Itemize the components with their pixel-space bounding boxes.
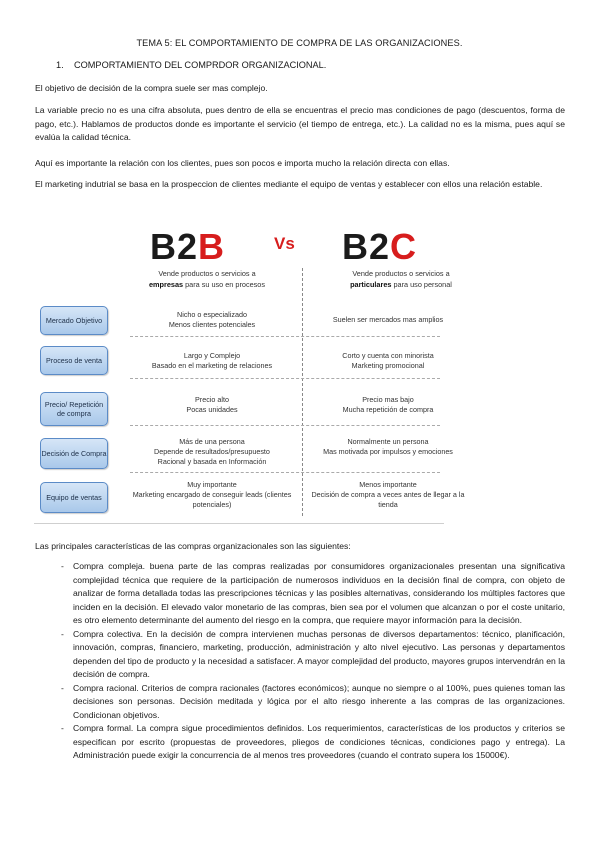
b2c-proceso-venta: Corto y cuenta con minorista Marketing promocional [342, 351, 434, 370]
characteristics-list [35, 560, 565, 763]
section-heading-text: COMPORTAMIENTO DEL COMPRDOR ORGANIZACIONAL. [74, 60, 327, 70]
b2b-decision-compra: Más de una persona Depende de resultados/presupuesto Racional y basada en Información [154, 437, 270, 466]
b2b-subtitle-line2: para su uso en procesos [185, 280, 266, 289]
list-item-text: Compra formal. La compra sigue procedimientos definidos. Los requerimientos, características de los productos y criterios se especifican por escrito (propuestas de proveedores, pliegos de condiciones técnicas, condiciones pago y entrega). La Administración puede exigir la concurrencia de al menos tres proveedores (cuando el contrato supera los 15000€). [73, 723, 565, 760]
characteristics-intro: Las principales características de las compras organizacionales son las siguientes: [35, 541, 351, 551]
list-dash: - [61, 682, 64, 693]
row-label-proceso-venta: Proceso de venta [40, 346, 108, 375]
row-label-mercado-objetivo: Mercado Objetivo [40, 306, 108, 335]
list-dash: - [61, 628, 64, 639]
list-item [35, 628, 565, 682]
b2b-equipo-ventas: Muy importante Marketing encargado de conseguir leads (clientes potenciales) [132, 480, 292, 509]
b2b-subtitle-keyword: empresas [148, 280, 184, 289]
b2b-title [150, 226, 225, 268]
paragraph-3: Aquí es importante la relación con los clientes, pues son pocos e importa mucho la relación directa con ellas. [35, 158, 450, 168]
row-separator [130, 472, 440, 473]
vs-label: Vs [274, 234, 295, 253]
row-label-equipo-ventas: Equipo de ventas [40, 482, 108, 513]
b2b-subtitle-line1: Vende productos o servicios a [158, 269, 256, 278]
row-separator [130, 336, 440, 337]
b2c-subtitle-keyword: particulares [350, 280, 392, 289]
b2b-subtitle [122, 268, 292, 290]
section-heading [56, 60, 326, 70]
b2c-equipo-ventas: Menos importante Decisión de compra a veces antes de llegar a la tienda [311, 480, 465, 509]
list-item [35, 722, 565, 763]
b2c-title-prefix: B2 [342, 226, 391, 267]
center-divider [302, 268, 303, 516]
b2c-subtitle-line1: Vende productos o servicios a [352, 269, 450, 278]
list-dash: - [61, 561, 64, 571]
infographic-bottom-line [34, 523, 444, 524]
b2b-title-suffix: B [198, 226, 226, 267]
list-item [35, 682, 565, 723]
b2b-proceso-venta: Largo y Complejo Basado en el marketing de relaciones [151, 351, 273, 370]
b2b-precio-repeticion: Precio alto Pocas unidades [186, 395, 238, 414]
paragraph-1: El objetivo de decisión de la compra suele ser mas complejo. [35, 83, 268, 93]
b2c-title-suffix: C [390, 226, 418, 267]
list-dash: - [61, 723, 64, 733]
row-separator [130, 425, 440, 426]
row-label-decision-compra: Decisión de Compra [40, 438, 108, 469]
section-number: 1. [56, 60, 64, 70]
row-separator [130, 378, 440, 379]
paragraph-2: La variable precio no es una cifra absoluta, pues dentro de ella se encuentras el precio mas condiciones de pago (descuentos, forma de pago, etc.). Hablamos de productos donde es importante el servicio (el tiempo de entrega, etc.). La calidad no es la misma, pues aquí se evalúa la calidad técnica. [35, 105, 565, 142]
b2c-title [342, 226, 417, 268]
row-label-precio-repeticion: Precio/ Repetición de compra [40, 392, 108, 426]
b2b-vs-b2c-infographic [34, 220, 465, 520]
list-item-text: Compra compleja. buena parte de las compras realizadas por consumidores organizacionales presentan una significativa complejidad técnica que requiere de la participación de numerosos individuos en la decisión final de compra, con objeto de analizar de forma detallada todas las prescripciones técnicas y las posibles alternativas, considerando los múltiples factores que inciden en la decisión. El elevado valor monetario de las compras, bien sea por el volumen que alcanzan o por el coste unitario, es otro elemento determinante del aumento del riesgo en la compra, que requiere mayor información para la decisión. [73, 561, 565, 625]
document-title: TEMA 5: EL COMPORTAMIENTO DE COMPRA DE LAS ORGANIZACIONES. [136, 38, 463, 48]
list-item-text: Compra colectiva. En la decisión de compra intervienen muchas personas de diversos departamentos: técnico, planificación, innovación, compras, financiero, marketing, producción, administración y alto nivel ejecutivo. Las personas y departamentos dependen del tipo de producto y la necesidad a satisfacer. A mayor complejidad del producto, mayores grupos intervendrán en la decisión de compra. [73, 628, 565, 679]
b2b-mercado-objetivo: Nicho o especializado Menos clientes potenciales [168, 310, 256, 329]
list-item-text: Compra racional. Criterios de compra racionales (factores económicos); aunque no siempre o al 100%, pues quienes toman las decisiones son personas. Decisión meditada y lógica por el alto riesgo inherente a las compras de las organizaciones. Condicionan objetivos. [73, 682, 565, 720]
paragraph-4: El marketing indutrial se basa en la prospeccion de clientes mediante el equipo de ventas y establecer con ellos una relación estable. [35, 179, 543, 189]
b2c-decision-compra: Normalmente un persona Mas motivada por impulsos y emociones [323, 437, 453, 456]
b2c-mercado-objetivo: Suelen ser mercados mas amplios [332, 315, 444, 324]
b2b-title-prefix: B2 [150, 226, 199, 267]
list-item [35, 560, 565, 628]
b2c-precio-repeticion: Precio mas bajo Mucha repetición de compra [342, 395, 434, 414]
b2c-subtitle-line2: para uso personal [393, 280, 452, 289]
b2c-subtitle [316, 268, 486, 290]
